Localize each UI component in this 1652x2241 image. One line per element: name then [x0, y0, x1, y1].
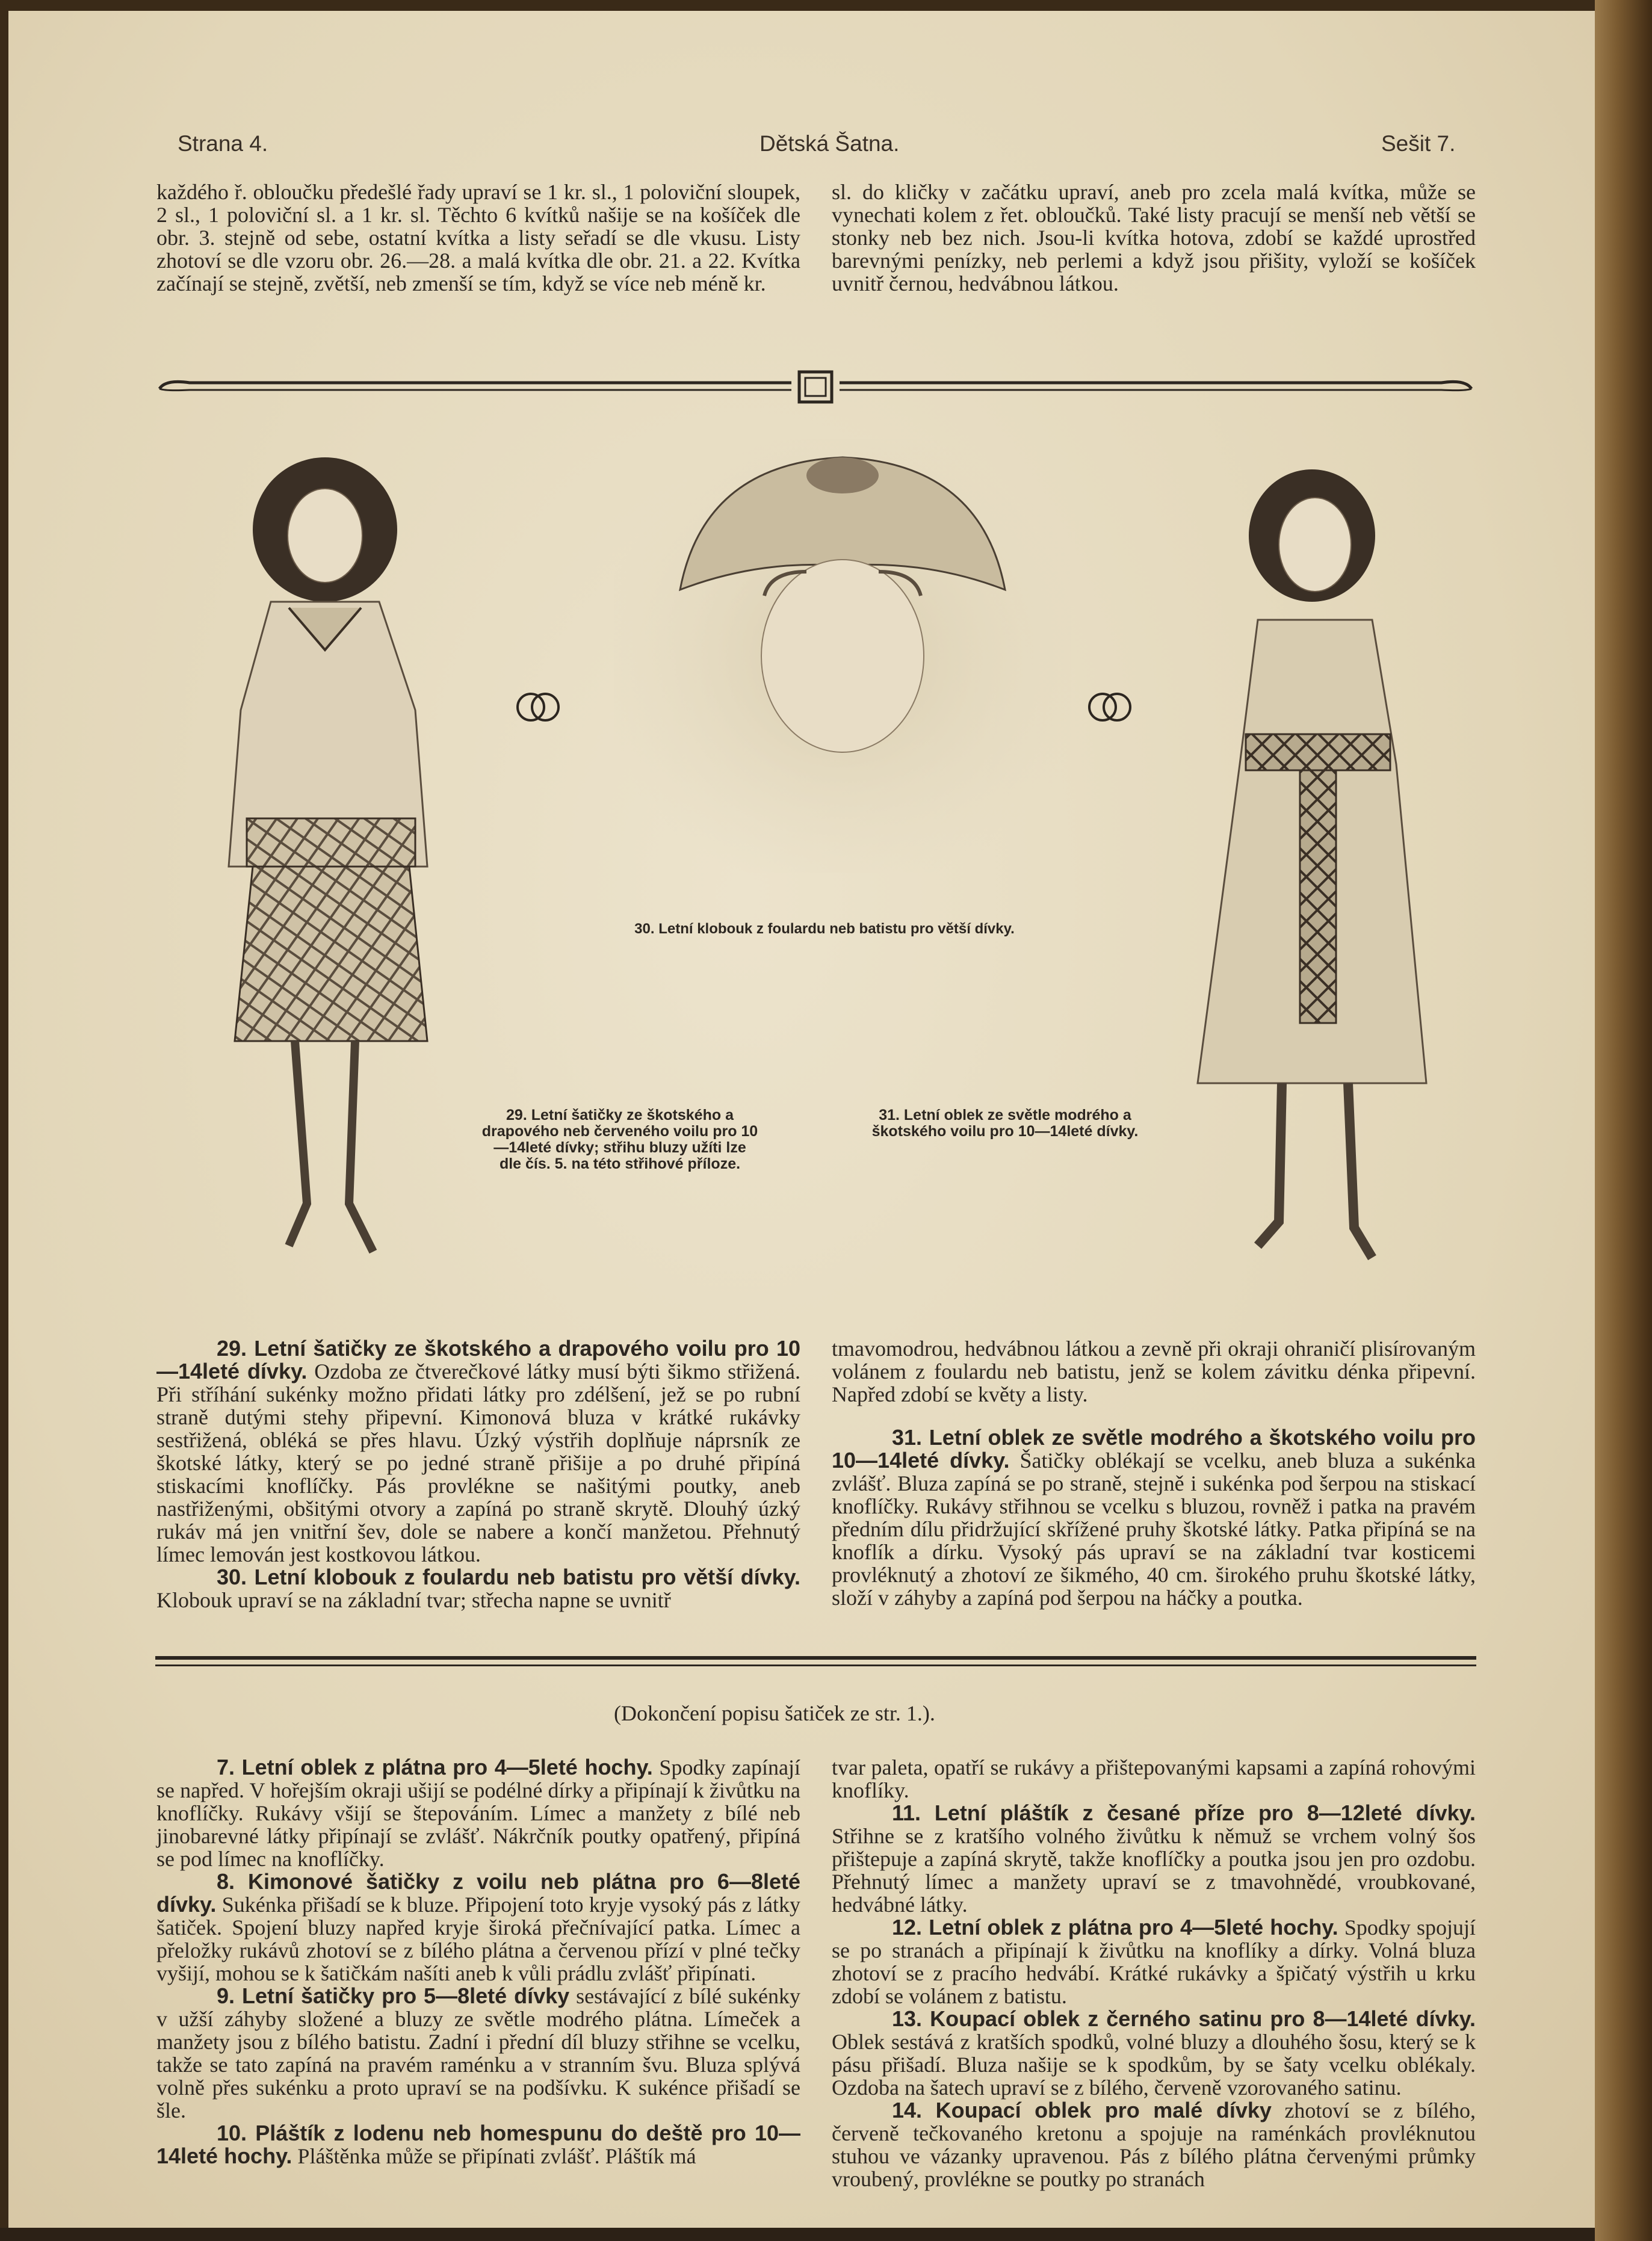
- figure-29-illustration: [199, 445, 451, 1288]
- ornamental-divider: [153, 366, 1477, 408]
- ring-ornament-right: [1083, 686, 1137, 728]
- paragraph-body: Ozdoba ze čtverečkové látky musí býti šikmo střižená. Při stříhání sukénky možno přidati látky pro zdélšení, jež se po rubní straně dutými stehy připevní. Kimonová bluza v krátké rukávky sestřižená, obléká se přes hlavu. Úzký výstřih doplňuje náprsník ze škotské látky, který se po jedné straně přišije a po druhé připíná stiskacími knoflíčky. Pás provlékne se našitými poutky, aneb nastřiženými, obšitými otvory a zapíná po straně skrytě. Dlouhý úzký rukáv má jen vnitřní šev, dole se nabere a končí manžetou. Přehnutý límec lemován jest kostkovou látkou.: [156, 1359, 801, 1566]
- paragraph-body: sestávající z bílé sukénky v užší záhyby složené a bluzy ze světle modrého plátna. Límeček a manžety jsou z bílého batistu. Zadní i přední díl bluzy střihne se vcelku, takže se tato zapíná na pravém raménku a v stranním švu. Bluza splývá volně přes sukénku a proto upraví se na podšívku. K sukénce přišadí se šle.: [156, 1984, 800, 2122]
- paragraph-body: Sukénka přišadí se k bluze. Připojení toto kryje vysoký pás z látky šatiček. Spojení bluzy napřed kryje široká přečnívající patka. Límec a přeložky rukávů zhotoví se z bílého plátna a červenou přízí v plné tečky vyšijí, mohou se k šatičkám našíti aneb k vůli prádlu zvlášť připínati.: [156, 1893, 801, 1985]
- paragraph-body: Spodky zapínají se napřed. V hořejším okraji ušijí se podélné dírky a připínají k živůtku na knoflíčky. Rukávy všijí se štepováním. Límec a manžety z bílé neb jinobarevné látky připínají se zvlášť. Nákrčník poutky opatřený, připíná se pod límec na knoflíčky.: [156, 1755, 801, 1871]
- paragraph-heading: 30. Letní klobouk z foulardu neb batistu pro větší dívky.: [217, 1565, 800, 1589]
- paragraph-body: tvar paleta, opatří se rukávy a přištepovanými kapsami a zapíná rohovými knoflíky.: [832, 1755, 1476, 1802]
- figure-31-illustration: [1174, 445, 1450, 1276]
- paragraph-heading: 12. Letní oblek z plátna pro 4—5leté hochy.: [892, 1915, 1338, 1940]
- scan-border-left: [0, 0, 8, 2241]
- description-paragraph: [832, 2099, 1476, 2190]
- scan-border-bottom: [0, 2228, 1595, 2241]
- paragraph-heading: 31. Letní oblek ze světle modrého a škotského voilu pro 10—14leté dívky.: [832, 1425, 1476, 1473]
- paragraph-body: Šatičky oblékají se vcelku, aneb bluza a sukénka zvlášť. Bluza zapíná se po straně, stejně i sukénka pod šerpou na stiskací knoflíčky. Rukávy střihnou se vcelku s bluzou, rovněž i patka na pravém předním dílu přidržující skřížené pruhy škotské látky. Patka připíná se na knoflík a dírku. Vysoký pás upraví se na základní tvar kosticemi provléknutý a zhotoví ze šikmého, 40 cm. širokého pruhu škotské látky, složí v záhyby a zapíná pod šerpou na háčky a poutka.: [832, 1448, 1476, 1610]
- paragraph-heading: 9. Letní šatičky pro 5—8leté dívky: [217, 1983, 570, 2008]
- page-number: Strana 4.: [178, 131, 268, 156]
- description-paragraph: [832, 1916, 1476, 2008]
- paragraph-body: Střihne se z kratšího volného živůtku k němuž se vrchem volný šos přištepuje a zapíná skrytě, takže knoflíčky a poutka jsou jen pro ozdobu. Přehnutý límec a manžety upraví se z tmavohnědé, vroubkované, hedvábné látky.: [832, 1824, 1476, 1917]
- section-rule: [155, 1656, 1476, 1660]
- caption-figure-30: 30. Letní klobouk z foulardu neb batistu pro větší dívky.: [634, 921, 1015, 937]
- paragraph-29: [156, 1337, 800, 1566]
- bottom-text-left: [156, 1756, 800, 2168]
- description-paragraph: [156, 1985, 800, 2122]
- description-paragraph: [156, 1870, 800, 1985]
- issue-number: Sešit 7.: [1381, 131, 1456, 156]
- paragraph-heading: 14. Koupací oblek pro malé dívky: [892, 2098, 1272, 2122]
- paragraph-body: Oblek sestává z kratších spodků, volné bluzy a dlouhého šosu, který se k pásu přišadí. Bluza našije se k spodkům, by se šaty vcelku oblékaly. Ozdoba na šatech upraví se z bílého, červeně vzorovaného satinu.: [832, 2030, 1476, 2100]
- description-paragraph: [832, 1802, 1476, 1916]
- page-title: Dětská Šatna.: [759, 131, 900, 156]
- paragraph-30-continued: tmavomodrou, hedvábnou látkou a zevně při okraji ohraničí plisírovaným volánem z foulardu neb batistu, jenž se kolem závitku dénka připevní. Napřed zdobí se květy a listy.: [832, 1337, 1476, 1406]
- mid-text-right: [832, 1337, 1476, 1609]
- continuation-heading: (Dokončení popisu šatiček ze str. 1.).: [614, 1701, 935, 1725]
- paragraph: každého ř. obloučku předešlé řady upraví se 1 kr. sl., 1 poloviční sloupek, 2 sl., 1 poloviční sl. a 1 kr. sl. Těchto 6 kvítků našije se na košíček dle obr. 3. stejně od sebe, ostatní kvítka a listy seřadí se dle vkusu. Listy zhotoví se dle vzoru obr. 26.—28. a malá kvítka dle obr. 21. a 22. Kvítka začínají se stejně, zvětší, neb zmenší se tím, když se více neb méně kr.: [156, 180, 800, 295]
- paragraph-body: Pláštěnka může se připínati zvlášť. Pláštík má: [297, 2144, 696, 2168]
- mid-text-left: [156, 1337, 800, 1612]
- ring-ornament-left: [512, 686, 566, 728]
- top-text-right: [832, 181, 1476, 295]
- paragraph-31: [832, 1426, 1476, 1609]
- caption-figure-31: 31. Letní oblek ze světle modrého a škotského voilu pro 10—14leté dívky.: [871, 1107, 1139, 1140]
- scan-border-top: [0, 0, 1595, 11]
- description-paragraph: [832, 2008, 1476, 2099]
- paragraph: sl. do kličky v začátku upraví, aneb pro zcela malá kvítka, může se vynechati kolem z řet. obloučků. Také listy pracují se menší neb větší se stonky neb bez nich. Jsou-li kvítka hotova, zdobí se každé uprostřed barevnými penízky, neb perlemi a když jsou přišity, vyloží se košíček uvnitř černou, hedvábnou látkou.: [832, 180, 1476, 295]
- bottom-text-right: [832, 1756, 1476, 2190]
- paragraph-body: Spodky spojují se po stranách a připínají k živůtku na knoflíky a dírky. Volná bluza zhotoví se z pracího hedvábí. Krátké rukávky a špičatý výstřih u krku zdobí se volánem z batistu.: [832, 1915, 1476, 2008]
- description-paragraph: [156, 2122, 800, 2168]
- top-text-left: [156, 181, 800, 295]
- paragraph-body: Klobouk upraví se na základní tvar; střecha napne se uvnitř: [156, 1588, 671, 1612]
- description-paragraph: [156, 1756, 800, 1870]
- paragraph-heading: 8. Kimonové šatičky z voilu neb plátna pro 6—8leté dívky.: [156, 1869, 800, 1917]
- paragraph-heading: 10. Pláštík z lodenu neb homespunu do deště pro 10—14leté hochy.: [156, 2121, 800, 2168]
- page-binding-edge: [1595, 0, 1652, 2241]
- paragraph-heading: 13. Koupací oblek z černého satinu pro 8—14leté dívky.: [892, 2006, 1476, 2031]
- paragraph-30: [156, 1566, 800, 1612]
- section-rule: [155, 1665, 1476, 1666]
- paragraph-body: zhotoví se z bílého, červeně tečkovaného kretonu a spojuje na raménkách provléknutou stuhou ve vázanky upravenou. Pás z bílého plátna červenými průmky vroubený, provlékne se poutky po stranách: [832, 2098, 1476, 2191]
- paragraph-heading: 29. Letní šatičky ze škotského a drapového voilu pro 10—14leté dívky.: [156, 1336, 800, 1383]
- description-paragraph: [832, 1756, 1476, 1802]
- figure-30-illustration: [614, 439, 1071, 873]
- paragraph-heading: 7. Letní oblek z plátna pro 4—5leté hochy.: [217, 1755, 653, 1779]
- caption-figure-29: 29. Letní šatičky ze škotského a drapového neb červeného voilu pro 10—14leté dívky; střihu bluzy užíti lze dle čís. 5. na této střihové příloze.: [481, 1107, 758, 1172]
- paragraph-heading: 11. Letní pláštík z česané příze pro 8—12leté dívky.: [892, 1801, 1476, 1825]
